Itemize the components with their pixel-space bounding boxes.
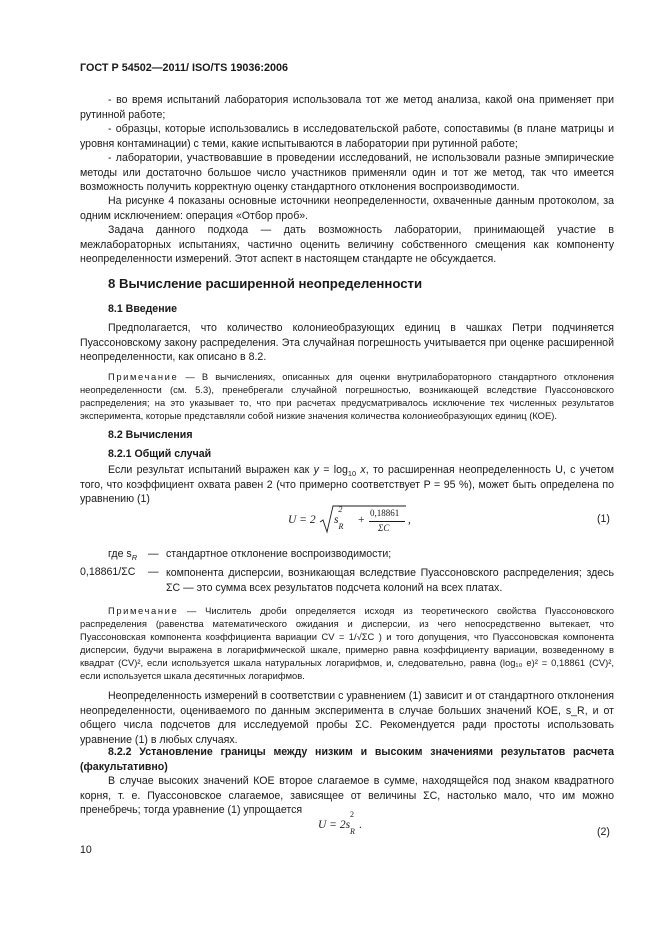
note-text: — В вычислениях, описанных для оценки внутрилабораторного стандартного отклонения неопределенности (см. 5.3), пренебрегали случайной погрешностью, возникающей вследствие Пуассоновского распределения; на это указывает то, что при расчетах предусматривалось исключение тех численных результатов эксперимента, которые представляли собой низкие значения количества колониеобразующих единиц (КОЕ). (80, 371, 614, 421)
text-run: = log (318, 464, 348, 476)
section-8-heading: 8 Вычисление расширенной неопределенности (108, 276, 423, 291)
fraction-bar (369, 521, 405, 522)
document-header: ГОСТ Р 54502—2011/ ISO/TS 19036:2006 (80, 62, 288, 74)
text-run: Если результат испытаний выражен как (108, 464, 314, 476)
where-symbol-2: 0,18861/ΣC (80, 566, 136, 578)
page-number: 10 (80, 844, 92, 856)
eq2-lhs: U = 2s (318, 819, 351, 831)
bullet-samples: - образцы, которые использовались в исследовательской работе, сопоставимы (в плане матрицы и уровня контаминации) с теми, какие испытываются в лаборатории при рутинной работе; (80, 123, 614, 150)
bullet-labs: - лаборатории, участвовавшие в проведении исследований, не использовали разные эмпирические методы или достаточно большое число участников применяли один и тот же метод, так что имеется возможность получить корректную оценку стандартного отклонения воспроизводимости. (80, 152, 614, 193)
where-text-1: стандартное отклонение воспроизводимости; (166, 548, 392, 560)
section-8-2-heading: 8.2 Вычисления (108, 429, 193, 441)
paragraph-8-2-1 (80, 463, 614, 507)
text-run: где s (108, 548, 132, 560)
where-symbol-1 (108, 548, 138, 563)
note-1 (80, 370, 614, 422)
paragraph-8-1: Предполагается, что количество колониеобразующих единиц в чашках Петри подчиняется Пуассоновскому закону распределения. Эта случайная погрешность учитывается при оценке расширенной неопределенности, как описано в 8.2. (80, 322, 614, 363)
sub-R: R (131, 553, 138, 563)
eq1-plus: + (358, 514, 365, 526)
equation-2: $U = 2s_R^2$. (318, 810, 362, 837)
paragraph-8-2-2: В случае высоких значений КОЕ второе слагаемое в сумме, находящейся под знаком квадратного корня, т. е. Пуассоновское слагаемое, зависящее от величины ΣC, настолько мало, что им можно пренебречь; тогда уравнение (1) упрощается (80, 775, 614, 816)
section-8-2-2-heading: 8.2.2 Установление границы между низким и высоким значениями результатов расчета (факультативно) (80, 746, 614, 773)
log-base: 10 (347, 469, 357, 479)
note-label: Примечание (108, 371, 179, 382)
bullet-method: - во время испытаний лаборатория использовала тот же метод анализа, какой она применяет при рутинной работе; (80, 94, 614, 121)
section-8-2-1-heading: 8.2.1 Общий случай (108, 448, 212, 460)
note-text: — Числитель дроби определяется исходя из теоретического свойства Пуассоновского распределения (равенства математического ожидания и дисперсии, из чего непосредственно вытекает, что Пуассоновская компонента коэффициента вариации CV = 1/√ΣC ) и того допущения, что Пуассоновская компонента дисперсии, будучи выражена в логарифмической шкале, примерно равна коэффициенту вариации, возведенному в квадрат (CV)², если используется шкала натуральных логарифмов, и, следовательно, равна (log₁₀ e)² = 0,18861 (CV)², если используется шкала десятичных логарифмов. (80, 605, 614, 681)
paragraph-figure4: На рисунке 4 показаны основные источники неопределенности, охваченные данным протоколом, за одним исключением: операция «Отбор проб». (80, 195, 614, 222)
where-text-2: компонента дисперсии, возникающая вследствие Пуассоновского распределения; здесь ΣC — это сумма всех результатов подсчета колоний на всех платах. (166, 567, 614, 594)
var-y: y (313, 464, 319, 476)
eq1-denominator: ΣC (378, 523, 390, 533)
where-dash-2: — (148, 566, 159, 578)
eq1-comma: , (408, 514, 411, 526)
paragraph-uncertainty: Неопределенность измерений в соответствии с уравнением (1) зависит и от стандартного отклонения неопределенности, оцениваемого по данным эксперимента в случае больших значений КОЕ, s_R, и от общего числа подсчетов для исследуемой пробы ΣC. Рекомендуется ради простоты использовать уравнение (1) в любых случаях. (80, 690, 614, 746)
paragraph-approach: Задача данного подхода — дать возможность лаборатории, принимающей участие в межлабораторных испытаниях, частично оценить величину собственного смещения как компоненту неопределенности измерений. Этот аспект в настоящем стандарте не обсуждается. (80, 224, 614, 265)
eq1-numerator: 0,18861 (370, 508, 400, 518)
text-run: , то расширенная неопределенность U, с учетом того, что коэффициент охвата равен 2 (что примерно соответствует P = 95 %), может быть определена по уравнению (1) (80, 464, 614, 505)
eq1-lhs: U = 2 (288, 514, 316, 526)
equation-1-number: (1) (597, 513, 610, 525)
note-2 (80, 604, 614, 682)
var-x: x (356, 464, 366, 476)
where-dash-1: — (148, 548, 159, 560)
note-label: Примечание (108, 605, 179, 616)
eq1-sR-squared: $s_R^2$ (334, 505, 344, 532)
section-8-1-heading: 8.1 Введение (108, 303, 178, 315)
equation-2-number: (2) (597, 826, 610, 838)
